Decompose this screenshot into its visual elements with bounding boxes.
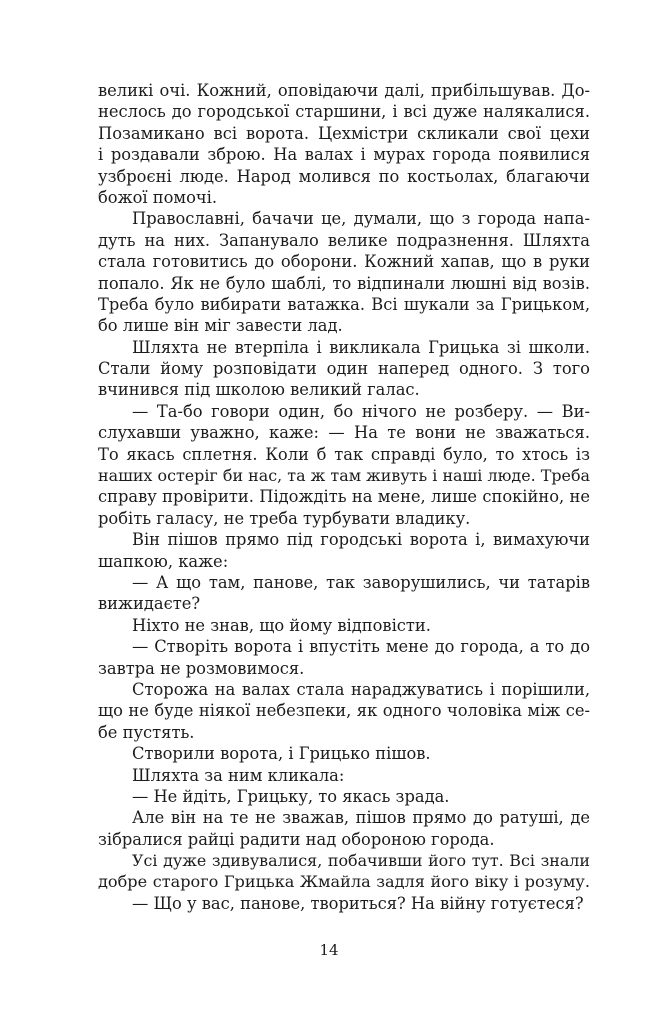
text-line: неслось до городської старшини, і всі дуже налякалися. — [98, 102, 590, 122]
text-line: Сторожа на валах стала нараджуватись і порішили, — [132, 679, 590, 699]
text-line: Але він на те не зважав, пішов прямо до ратуші, де — [132, 808, 590, 828]
text-line: Створили ворота, і Грицько пішов. — [132, 744, 431, 764]
text-line: Він пішов прямо під городські ворота і, вимахуючи — [132, 530, 590, 550]
text-line: великі очі. Кожний, оповідаючи далі, прибільшував. До- — [98, 81, 590, 100]
text-line: Шляхта не втерпіла і викликала Грицька зі школи. — [132, 337, 590, 357]
text-line: — Не йдіть, Грицьку, то якась зрада. — [132, 786, 450, 806]
text-line: Треба було вибирати ватажка. Всі шукали за Грицьком, — [98, 294, 590, 314]
text-line: дуть на них. Запанувало велике подразнення. Шляхта — [98, 230, 590, 250]
text-line: що не буде ніякої небезпеки, як одного чоловіка між се- — [98, 701, 590, 721]
text-line: зібралися райці радити над обороною города. — [98, 829, 495, 849]
page-number: 14 — [319, 941, 339, 959]
text-line: слухавши уважно, каже: — На те вони не зважаться. — [98, 423, 590, 443]
text-line: бо лише він міг завести лад. — [98, 316, 343, 336]
text-line: узброєні люде. Народ молився по костьолах, благаючи — [98, 166, 590, 186]
text-line: завтра не розмовимося. — [98, 658, 305, 678]
text-line: — А що там, панове, так заворушились, чи татарів — [132, 572, 590, 592]
text-line: — Створіть ворота і впустіть мене до города, а то до — [132, 637, 590, 657]
text-line: божої помочі. — [98, 187, 218, 207]
text-line: робіть галасу, не треба турбувати владику. — [98, 508, 471, 528]
text-line: справу провірити. Підождіть на мене, лише спокійно, не — [98, 487, 590, 507]
text-line: Ніхто не знав, що йому відповісти. — [132, 615, 431, 635]
text-line: добре старого Грицька Жмайла задля його віку і розуму. — [98, 872, 590, 892]
text-line: наших остеріг би нас, та ж там живуть і наші люде. Треба — [98, 466, 590, 486]
text-line: шапкою, каже: — [98, 551, 229, 571]
text-line: стала готовитись до оборони. Кожний хапав, що в руки — [98, 252, 590, 272]
text-line: Православні, бачачи це, думали, що з города напа- — [132, 209, 590, 229]
text-line: То якась сплетня. Коли б так справді було, то хтось із — [98, 444, 590, 464]
text-line: і роздавали зброю. На валах і мурах города появилися — [98, 145, 590, 165]
text-line: Шляхта за ним кликала: — [132, 765, 345, 785]
text-line: бе пустять. — [98, 722, 195, 742]
text-line: Усі дуже здивувалися, побачивши його тут. Всі знали — [132, 851, 590, 871]
body-text — [98, 80, 590, 914]
text-line: Позамикано всі ворота. Цехмістри скликали свої цехи — [98, 123, 590, 143]
text-line: Стали йому розповідати один наперед одного. З того — [98, 359, 590, 379]
text-line: вижидаєте? — [98, 594, 201, 614]
text-line: — Що у вас, панове, твориться? На війну готуєтеся? — [132, 893, 584, 913]
text-line: вчинився під школою великий галас. — [98, 380, 420, 400]
text-line: попало. Як не було шаблі, то відпинали люшні від возів. — [98, 273, 590, 293]
text-line: — Та-бо говори один, бо нічого не розберу. — Ви- — [132, 401, 590, 421]
